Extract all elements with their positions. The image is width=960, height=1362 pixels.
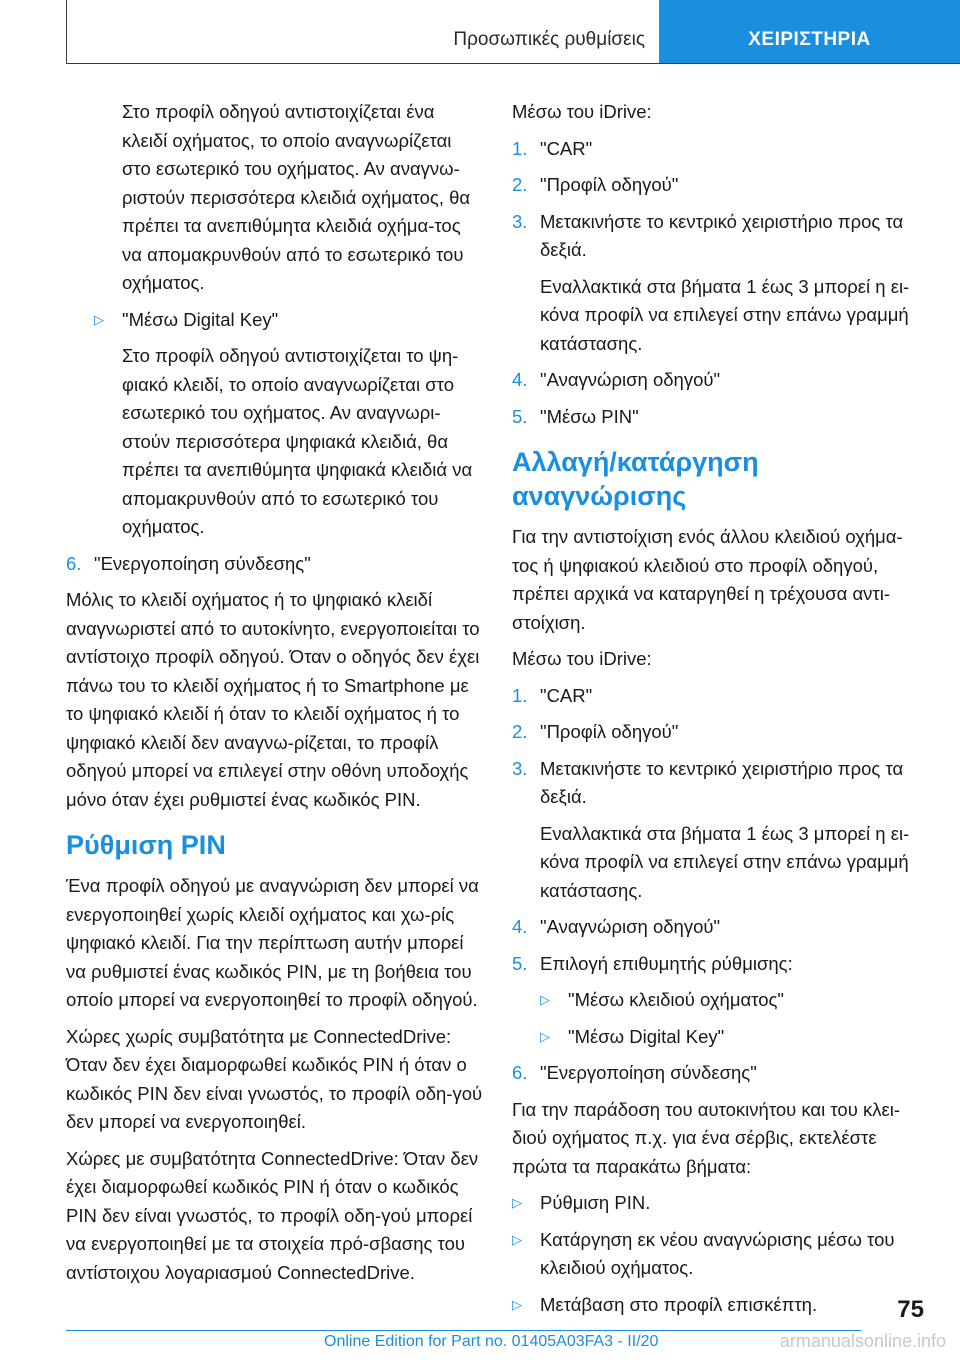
step-text: "Προφίλ οδηγού" bbox=[540, 721, 679, 742]
step-number: 4. bbox=[512, 916, 528, 937]
sub-bullet-text: "Μέσω Digital Key" bbox=[568, 1025, 725, 1047]
step-text: "Αναγνώριση οδηγού" bbox=[540, 916, 721, 937]
step-text: "Ενεργοποίηση σύνδεσης" bbox=[540, 1062, 757, 1083]
step-number: 5. bbox=[512, 952, 528, 974]
paragraph: Μόλις το κλειδί οχήματος ή το ψηφιακό κλειδί αναγνωριστεί από το αυτοκίνητο, ενεργοποιείται το αντίστοιχο προφίλ οδηγού. Όταν ο οδηγός δεν έχει πάνω του το κλειδί οχήματος ή το Smartphone με το ψηφιακό κλειδί ή όταν το κλειδί οχήματος ή το ψηφιακό κλειδί δεν αναγνω‐ρίζεται, το προφίλ οδηγού μπορεί να επιλεγεί στην οθόνη υποδοχής μόνο όταν έχει ρυθμιστεί ένας κωδικός PIN. bbox=[66, 589, 480, 810]
sub-bullet-text: "Μέσω κλειδιού οχήματος" bbox=[568, 989, 785, 1010]
page-number: 75 bbox=[897, 1296, 924, 1323]
chapter-tab: ΧΕΙΡΙΣΤΗΡΙΑ bbox=[659, 0, 960, 63]
step-text: "Αναγνώριση οδηγού" bbox=[540, 369, 721, 390]
step bbox=[512, 682, 924, 711]
step-text: "Μέσω PIN" bbox=[540, 405, 639, 427]
alternative-note: Εναλλακτικά στα βήματα 1 έως 3 μπορεί η ει‐κόνα προφίλ να επιλεγεί στην επάνω γραμμή κατάστασης. bbox=[540, 822, 910, 901]
step-number: 3. bbox=[512, 757, 528, 779]
step-number: 4. bbox=[512, 369, 528, 390]
step-text: "CAR" bbox=[540, 684, 593, 706]
step-number: 2. bbox=[512, 174, 528, 195]
step-number: 6. bbox=[66, 552, 82, 574]
triangle-bullet-icon: ▷ bbox=[512, 1231, 522, 1247]
step-6 bbox=[66, 550, 484, 579]
edition-note: Online Edition for Part no. 01405A03FA3 - II/20 bbox=[324, 1333, 659, 1350]
step bbox=[512, 950, 924, 979]
step-6 bbox=[512, 1059, 924, 1088]
step-number: 1. bbox=[512, 137, 528, 159]
intro-paragraph: Στο προφίλ οδηγού αντιστοιχίζεται ένα κλειδί οχήματος, το οποίο αναγνωρίζεται στο εσωτερικό του οχήματος. Αν αναγνω‐ριστούν περισσότερα κλειδιά οχήματος, θα πρέπει τα ανεπιθύμητα κλειδιά οχήμα‐τος να απομακρυνθούν από το εσωτερικό του οχήματος. bbox=[122, 101, 471, 293]
paragraph: Χώρες με συμβατότητα ConnectedDrive: Όταν δεν έχει διαμορφωθεί κωδικός PIN ή όταν ο κωδικός PIN δεν είναι γνωστός, το προφίλ οδη‐γού μπορεί να ενεργοποιηθεί με τα στοιχεία πρό‐σβασης του αντίστοιχου λογαριασμού ConnectedDrive. bbox=[66, 1147, 479, 1283]
paragraph: Ένα προφίλ οδηγού με αναγνώριση δεν μπορεί να ενεργοποιηθεί χωρίς κλειδί οχήματος και χω‐ρίς ψηφιακό κλειδί. Για την περίπτωση αυτήν μπορεί να ρυθμιστεί ένας κωδικός PIN, με τη βοήθεια του οποίο μπορεί να ενεργοποιηθεί το προφίλ οδηγού. bbox=[66, 875, 479, 1010]
sub-bullet bbox=[512, 986, 924, 1015]
via-idrive-label: Μέσω του iDrive: bbox=[512, 648, 652, 669]
bullet bbox=[512, 1291, 924, 1320]
via-idrive-label: Μέσω του iDrive: bbox=[512, 101, 652, 122]
section-heading-pin: Ρύθμιση PIN bbox=[66, 830, 226, 860]
paragraph: Για την παράδοση του αυτοκινήτου και του κλει‐διού οχήματος π.χ. για ένα σέρβις, εκτελέστε πρώτα τα παρακάτω βήματα: bbox=[512, 1098, 900, 1177]
step-number: 3. bbox=[512, 210, 528, 232]
paragraph: Για την αντιστοίχιση ενός άλλου κλειδιού οχήμα‐τος ή ψηφιακού κλειδιού στο προφίλ οδηγού, πρέπει αρχικά να καταργηθεί η τρέχουσα αντι‐στοίχιση. bbox=[512, 526, 903, 633]
alternative-note: Εναλλακτικά στα βήματα 1 έως 3 μπορεί η ει‐κόνα προφίλ να επιλεγεί στην επάνω γραμμή κατάστασης. bbox=[540, 275, 910, 354]
section-title: Προσωπικές ρυθμίσεις bbox=[453, 29, 645, 50]
step-text: Επιλογή επιθυμητής ρύθμισης: bbox=[540, 952, 793, 974]
step bbox=[512, 913, 924, 942]
bullet-text: Ρύθμιση PIN. bbox=[540, 1192, 651, 1213]
step-text: "CAR" bbox=[540, 137, 593, 159]
bullet-label: "Μέσω Digital Key" bbox=[122, 308, 279, 330]
step bbox=[512, 171, 924, 200]
triangle-bullet-icon: ▷ bbox=[512, 1195, 522, 1210]
bullet-description: Στο προφίλ οδηγού αντιστοιχίζεται το ψη‐φιακό κλειδί, το οποίο αναγνωρίζεται στο εσωτερικό του οχήματος. Αν αναγνωρι‐στούν περισσότερα ψηφιακά κλειδιά, θα πρέπει τα ανεπιθύμητα ψηφιακά κλειδιά να απομακρυνθούν από το εσωτερικό του οχήματος. bbox=[122, 345, 473, 537]
step bbox=[512, 755, 924, 812]
step-number: 5. bbox=[512, 405, 528, 427]
step-number: 6. bbox=[512, 1062, 528, 1083]
sub-bullet bbox=[512, 1023, 924, 1052]
triangle-bullet-icon: ▷ bbox=[540, 992, 550, 1007]
step bbox=[512, 208, 924, 265]
step-text: "Ενεργοποίηση σύνδεσης" bbox=[94, 552, 311, 574]
bullet bbox=[512, 1226, 924, 1283]
left-column bbox=[66, 98, 484, 1295]
bullet-text: Μετάβαση στο προφίλ επισκέπτη. bbox=[540, 1293, 818, 1315]
step bbox=[512, 366, 924, 395]
bullet-text: Κατάργηση εκ νέου αναγνώρισης μέσω του κλειδιού οχήματος. bbox=[540, 1228, 895, 1278]
step-number: 1. bbox=[512, 684, 528, 706]
bullet bbox=[512, 1189, 924, 1218]
footer-divider bbox=[66, 1330, 861, 1331]
triangle-bullet-icon: ▷ bbox=[540, 1028, 550, 1044]
triangle-bullet-icon: ▷ bbox=[94, 311, 104, 327]
bullet-digital-key bbox=[66, 306, 484, 335]
step-text: Μετακινήστε το κεντρικό χειριστήριο προς τα δεξιά. bbox=[540, 757, 904, 807]
step bbox=[512, 403, 924, 432]
section-heading-recognition: Αλλαγή/κατάργηση αναγνώρισης bbox=[512, 447, 759, 511]
paragraph: Χώρες χωρίς συμβατότητα με ConnectedDrive: Όταν δεν έχει διαμορφωθεί κωδικός PIN ή όταν ο κωδικός PIN δεν είναι γνωστός, το προφίλ οδη‐γού δεν μπορεί να ενεργοποιηθεί. bbox=[66, 1025, 483, 1132]
step-number: 2. bbox=[512, 721, 528, 742]
right-column bbox=[512, 98, 924, 1327]
page-header bbox=[66, 0, 960, 64]
step bbox=[512, 718, 924, 747]
step-text: Μετακινήστε το κεντρικό χειριστήριο προς τα δεξιά. bbox=[540, 210, 904, 260]
triangle-bullet-icon: ▷ bbox=[512, 1296, 522, 1312]
step-text: "Προφίλ οδηγού" bbox=[540, 174, 679, 195]
watermark: armanualsonline.info bbox=[779, 1331, 946, 1351]
step bbox=[512, 135, 924, 164]
